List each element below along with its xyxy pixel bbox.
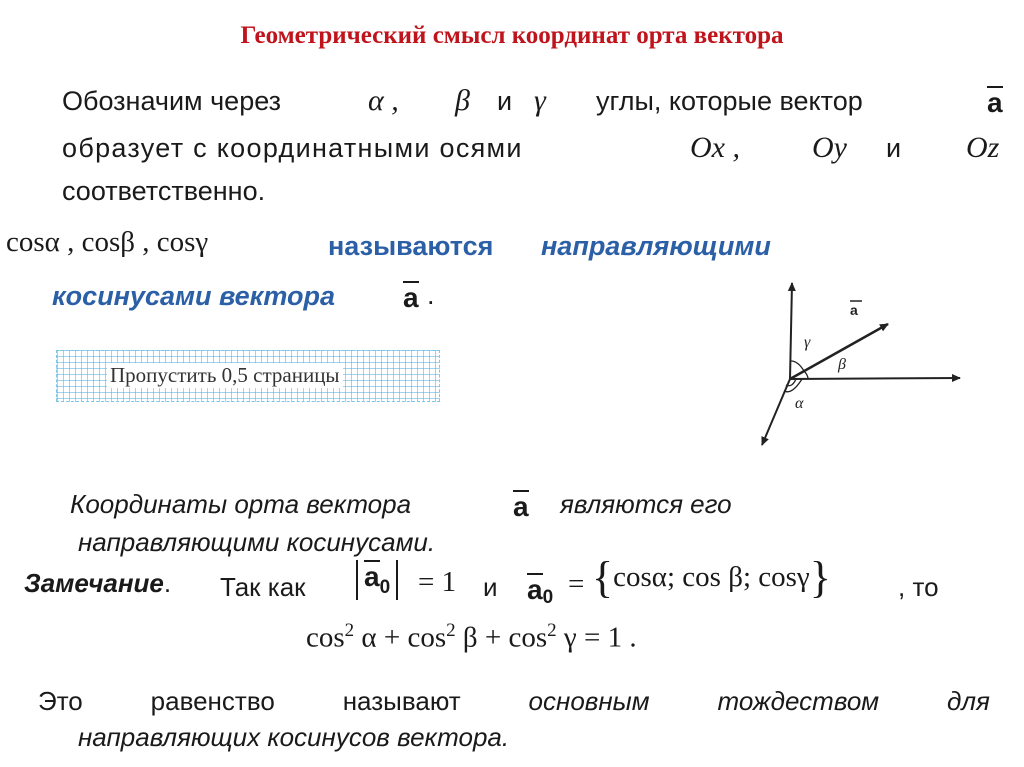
definition-directing: направляющими (541, 231, 771, 261)
statement-line1: Координаты орта вектора (70, 489, 412, 519)
conclusion-word: называют (342, 686, 461, 716)
and-word-2: и (886, 133, 902, 163)
axis-oy: Oy (812, 131, 847, 164)
x-axis-line (762, 379, 790, 445)
equals-sign: = (568, 568, 585, 600)
statement-vector-a: a (513, 491, 529, 522)
beta-label: β (838, 356, 846, 373)
remark-label: Замечание. (24, 568, 172, 598)
unit-vector-components: {cosα; cos β; cosγ} (592, 553, 831, 602)
conclusion-word: тождеством (717, 686, 880, 716)
intro-line1-tail: углы, которые вектор (596, 86, 863, 116)
statement-line2: направляющими косинусами. (78, 527, 436, 557)
conclusion-line1 (38, 686, 990, 717)
definition-period: . (427, 280, 435, 310)
intro-line2-text: образует с координатными осями (62, 133, 523, 163)
conclusion-line2: направляющих косинусов вектора. (78, 722, 510, 752)
beta-symbol: β (455, 84, 470, 117)
intro-line3-text: соответственно. (62, 176, 266, 206)
axis-oz: Oz (966, 131, 1000, 164)
definition-cosines: косинусами вектора (52, 281, 335, 311)
statement-line1-tail: являются его (560, 489, 732, 519)
skip-box-label: Пропустить 0,5 страницы (107, 363, 343, 388)
norm-equals-one: = 1 (418, 566, 457, 598)
intro-line1-text: Обозначим через (62, 86, 282, 116)
definition-called: называются (328, 231, 494, 261)
conclusion-word: равенство (150, 686, 275, 716)
gamma-symbol: γ (534, 84, 546, 117)
conclusion-word: для (947, 686, 990, 716)
cosine-list: cosα , cosβ , cosγ (6, 226, 209, 258)
vector-a-label: a (850, 302, 858, 318)
remark-since: Так как (220, 572, 306, 602)
angle-beta-arc (804, 371, 808, 379)
remark-then: , то (898, 572, 939, 602)
and-word: и (497, 86, 513, 116)
conclusion-word: основным (528, 686, 650, 716)
vector-a-symbol: a (987, 87, 1003, 118)
definition-vector-a: a (403, 282, 419, 313)
unit-vector-a0: $a_0$ (527, 574, 554, 609)
angle-gamma-arc (791, 361, 804, 371)
alpha-symbol: α , (368, 84, 399, 117)
skip-half-page-box (56, 350, 440, 402)
gamma-label: γ (804, 334, 811, 351)
conclusion-word: Это (38, 686, 83, 716)
axis-ox: Ox , (690, 131, 740, 164)
y-axis-line (790, 378, 960, 379)
alpha-label: α (795, 395, 804, 412)
page-title: Геометрический смысл координат орта вектора (240, 22, 784, 49)
z-axis-line (790, 283, 792, 379)
remark-and: и (483, 572, 498, 602)
unit-vector-norm: $a_0$ (350, 560, 404, 600)
cosine-identity-formula: $\cos^2 \alpha + \cos^2 \beta + \cos^2 \gamma = 1$ . (306, 620, 637, 654)
direction-angles-diagram (740, 275, 980, 455)
